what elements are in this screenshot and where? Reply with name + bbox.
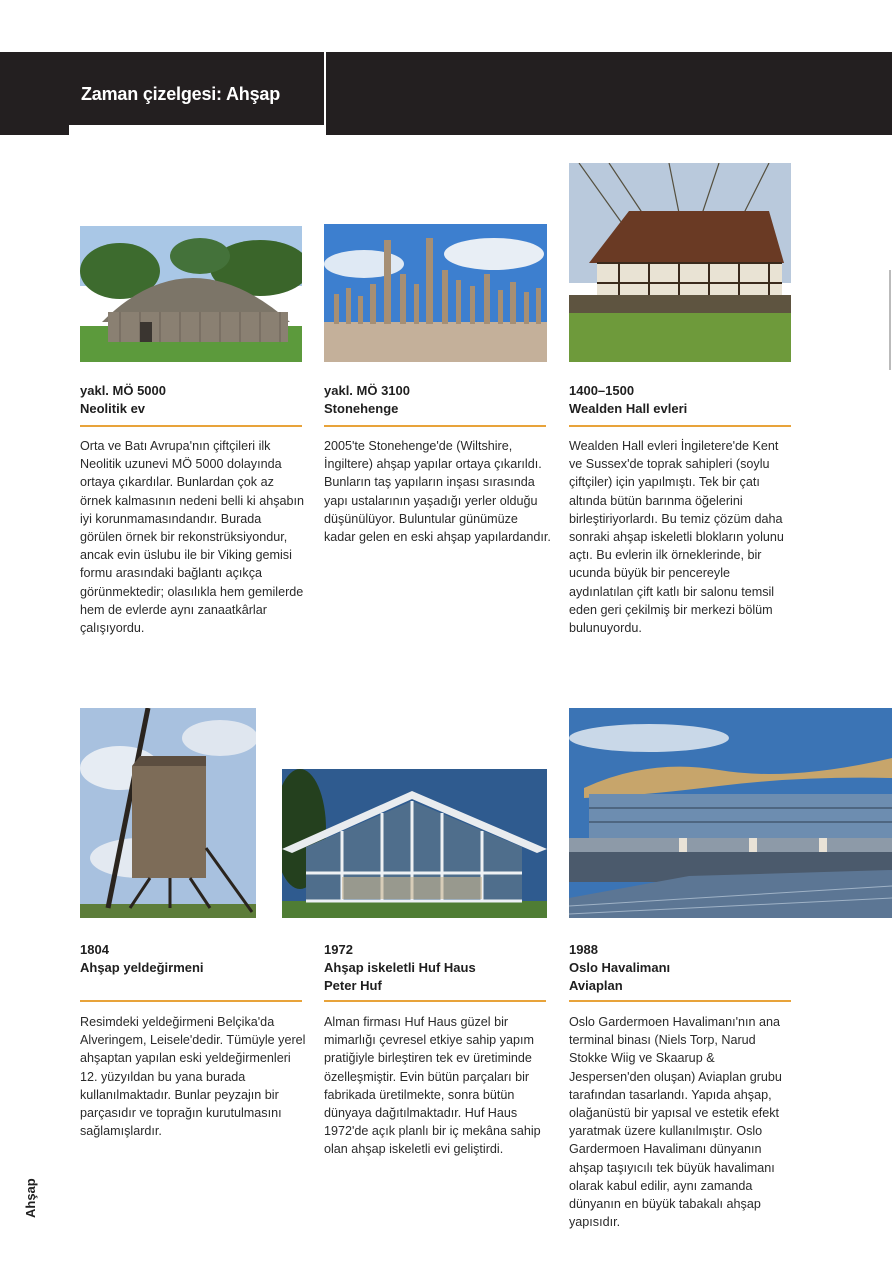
item-name: Neolitik ev xyxy=(80,401,146,416)
section-side-tab: Ahşap xyxy=(23,1178,38,1218)
page-edge-line xyxy=(889,270,891,370)
accent-rule xyxy=(324,425,546,427)
accent-rule xyxy=(324,1000,546,1002)
item-designer: Peter Huf xyxy=(324,978,382,993)
neolithic-house-photo xyxy=(80,226,302,362)
header-bar-left xyxy=(0,52,69,135)
header-bar-right xyxy=(326,52,892,135)
timeline-item-huf-haus xyxy=(324,941,546,995)
item-date: yakl. MÖ 3100 xyxy=(324,383,410,398)
accent-rule xyxy=(80,425,302,427)
item-date: 1400–1500 xyxy=(569,383,635,398)
wealden-hall-photo xyxy=(569,163,791,362)
stonehenge-photo xyxy=(324,224,547,362)
item-name: Ahşap iskeletli Huf Haus xyxy=(324,960,476,975)
item-name: Oslo Havalimanı xyxy=(569,960,671,975)
page-title: Zaman çizelgesi: Ahşap xyxy=(81,84,280,104)
accent-rule xyxy=(569,425,791,427)
timeline-item-oslo-airport xyxy=(569,941,791,995)
item-text: Wealden Hall evleri İngiletere'de Kent ve Sussex'de toprak sahipleri (soylu çiftçiler) için yapılmıştı. Tek bir çatı altında bütün barınma öğelerini birleştiriyorlardı. Bu temiz çözüm daha sonraki ahşap iskeletli blokların yolunu açtı. Bu evlerin ilk örneklerinde, bir ucunda büyük bir pencereyle aydınlatılan çift katlı bir salonu temsil eden geri çekilmiş bir merkezi bölüm bulunuyordu. xyxy=(569,439,784,636)
accent-rule xyxy=(80,1000,302,1002)
timeline-item-windmill xyxy=(80,941,302,977)
item-date: 1972 xyxy=(324,942,353,957)
item-text: Alman firması Huf Haus güzel bir mimarlığı çevresel etkiye sahip yapım pratiğiyle birleştiren tek ev üretiminde özelleşmiştir. Evin bütün parçaları bir fabrikada üretilmekte, sonra bütün dünyaya dağıtılmaktadır. Huf Haus 1972'de açık planlı bir iç mekâna sahip olan ahşap iskeletli evi geliştirdi. xyxy=(324,1015,541,1157)
item-date: yakl. MÖ 5000 xyxy=(80,383,166,398)
item-name: Ahşap yeldeğirmeni xyxy=(80,960,204,975)
oslo-airport-photo xyxy=(569,708,892,918)
accent-rule xyxy=(569,1000,791,1002)
item-name: Wealden Hall evleri xyxy=(569,401,688,416)
item-text: Orta ve Batı Avrupa'nın çiftçileri ilk Neolitik uzunevi MÖ 5000 dolayında ortaya çıkardılar. Bunlardan çok az örnek kalmasının nedeni belli ki ahşabın iyi korunmamasındandır. Burada görülen örnek bir rekonstrüksiyondur, ancak evin üslubu ile bir Viking gemisi formu arasındaki bağlantı açıkça görünmektedir; olasılıkla hem gemilerde hem de evlerde aynı zanaatkârlar çalışıyordu. xyxy=(80,439,305,636)
timeline-item-stonehenge xyxy=(324,382,546,418)
item-date: 1988 xyxy=(569,942,598,957)
item-designer: Aviaplan xyxy=(569,978,623,993)
item-text: 2005'te Stonehenge'de (Wiltshire, İngiltere) ahşap yapılar ortaya çıkarıldı. Bunların taş yapıların inşası sırasında yapı ustalarının yaşadığı yerler olduğu düşünülüyor. Buluntular günümüze kadar gelen en eski ahşap yapılardandır. xyxy=(324,439,551,545)
item-name: Stonehenge xyxy=(324,401,399,416)
timeline-item-wealden xyxy=(569,382,791,418)
timeline-item-neolithic xyxy=(80,382,302,418)
header-bar-title-top xyxy=(69,52,324,62)
huf-haus-photo xyxy=(282,769,547,918)
item-date: 1804 xyxy=(80,942,109,957)
item-text: Oslo Gardermoen Havalimanı'nın ana terminal binası (Niels Torp, Narud Stokke Wiig ve Skaarup & Jespersen'den oluşan) Aviaplan grubu tarafından tasarlandı. Yapıda ahşap, olağanüstü bir yapısal ve estetik efekt yaratmak üzere kullanılmıştır. Oslo Gardermoen Havalimanı dünyanın ahşap taşıyıcılı tek büyük havalimanı olarak kabul edilir, aynı zamanda dünyanın en büyük tabakalı ahşap yapısıdır. xyxy=(569,1015,782,1230)
item-text: Resimdeki yeldeğirmeni Belçika'da Alveringem, Leisele'dedir. Tümüyle yerel ahşaptan yapılan eski yeldeğirmenleri 12. yüzyıldan bu yana burada kullanılmaktadır. Bunlar peyzajın bir parçasıdır ve toprağın kurutulmasını sağlamışlardır. xyxy=(80,1015,306,1139)
windmill-photo xyxy=(80,708,256,918)
